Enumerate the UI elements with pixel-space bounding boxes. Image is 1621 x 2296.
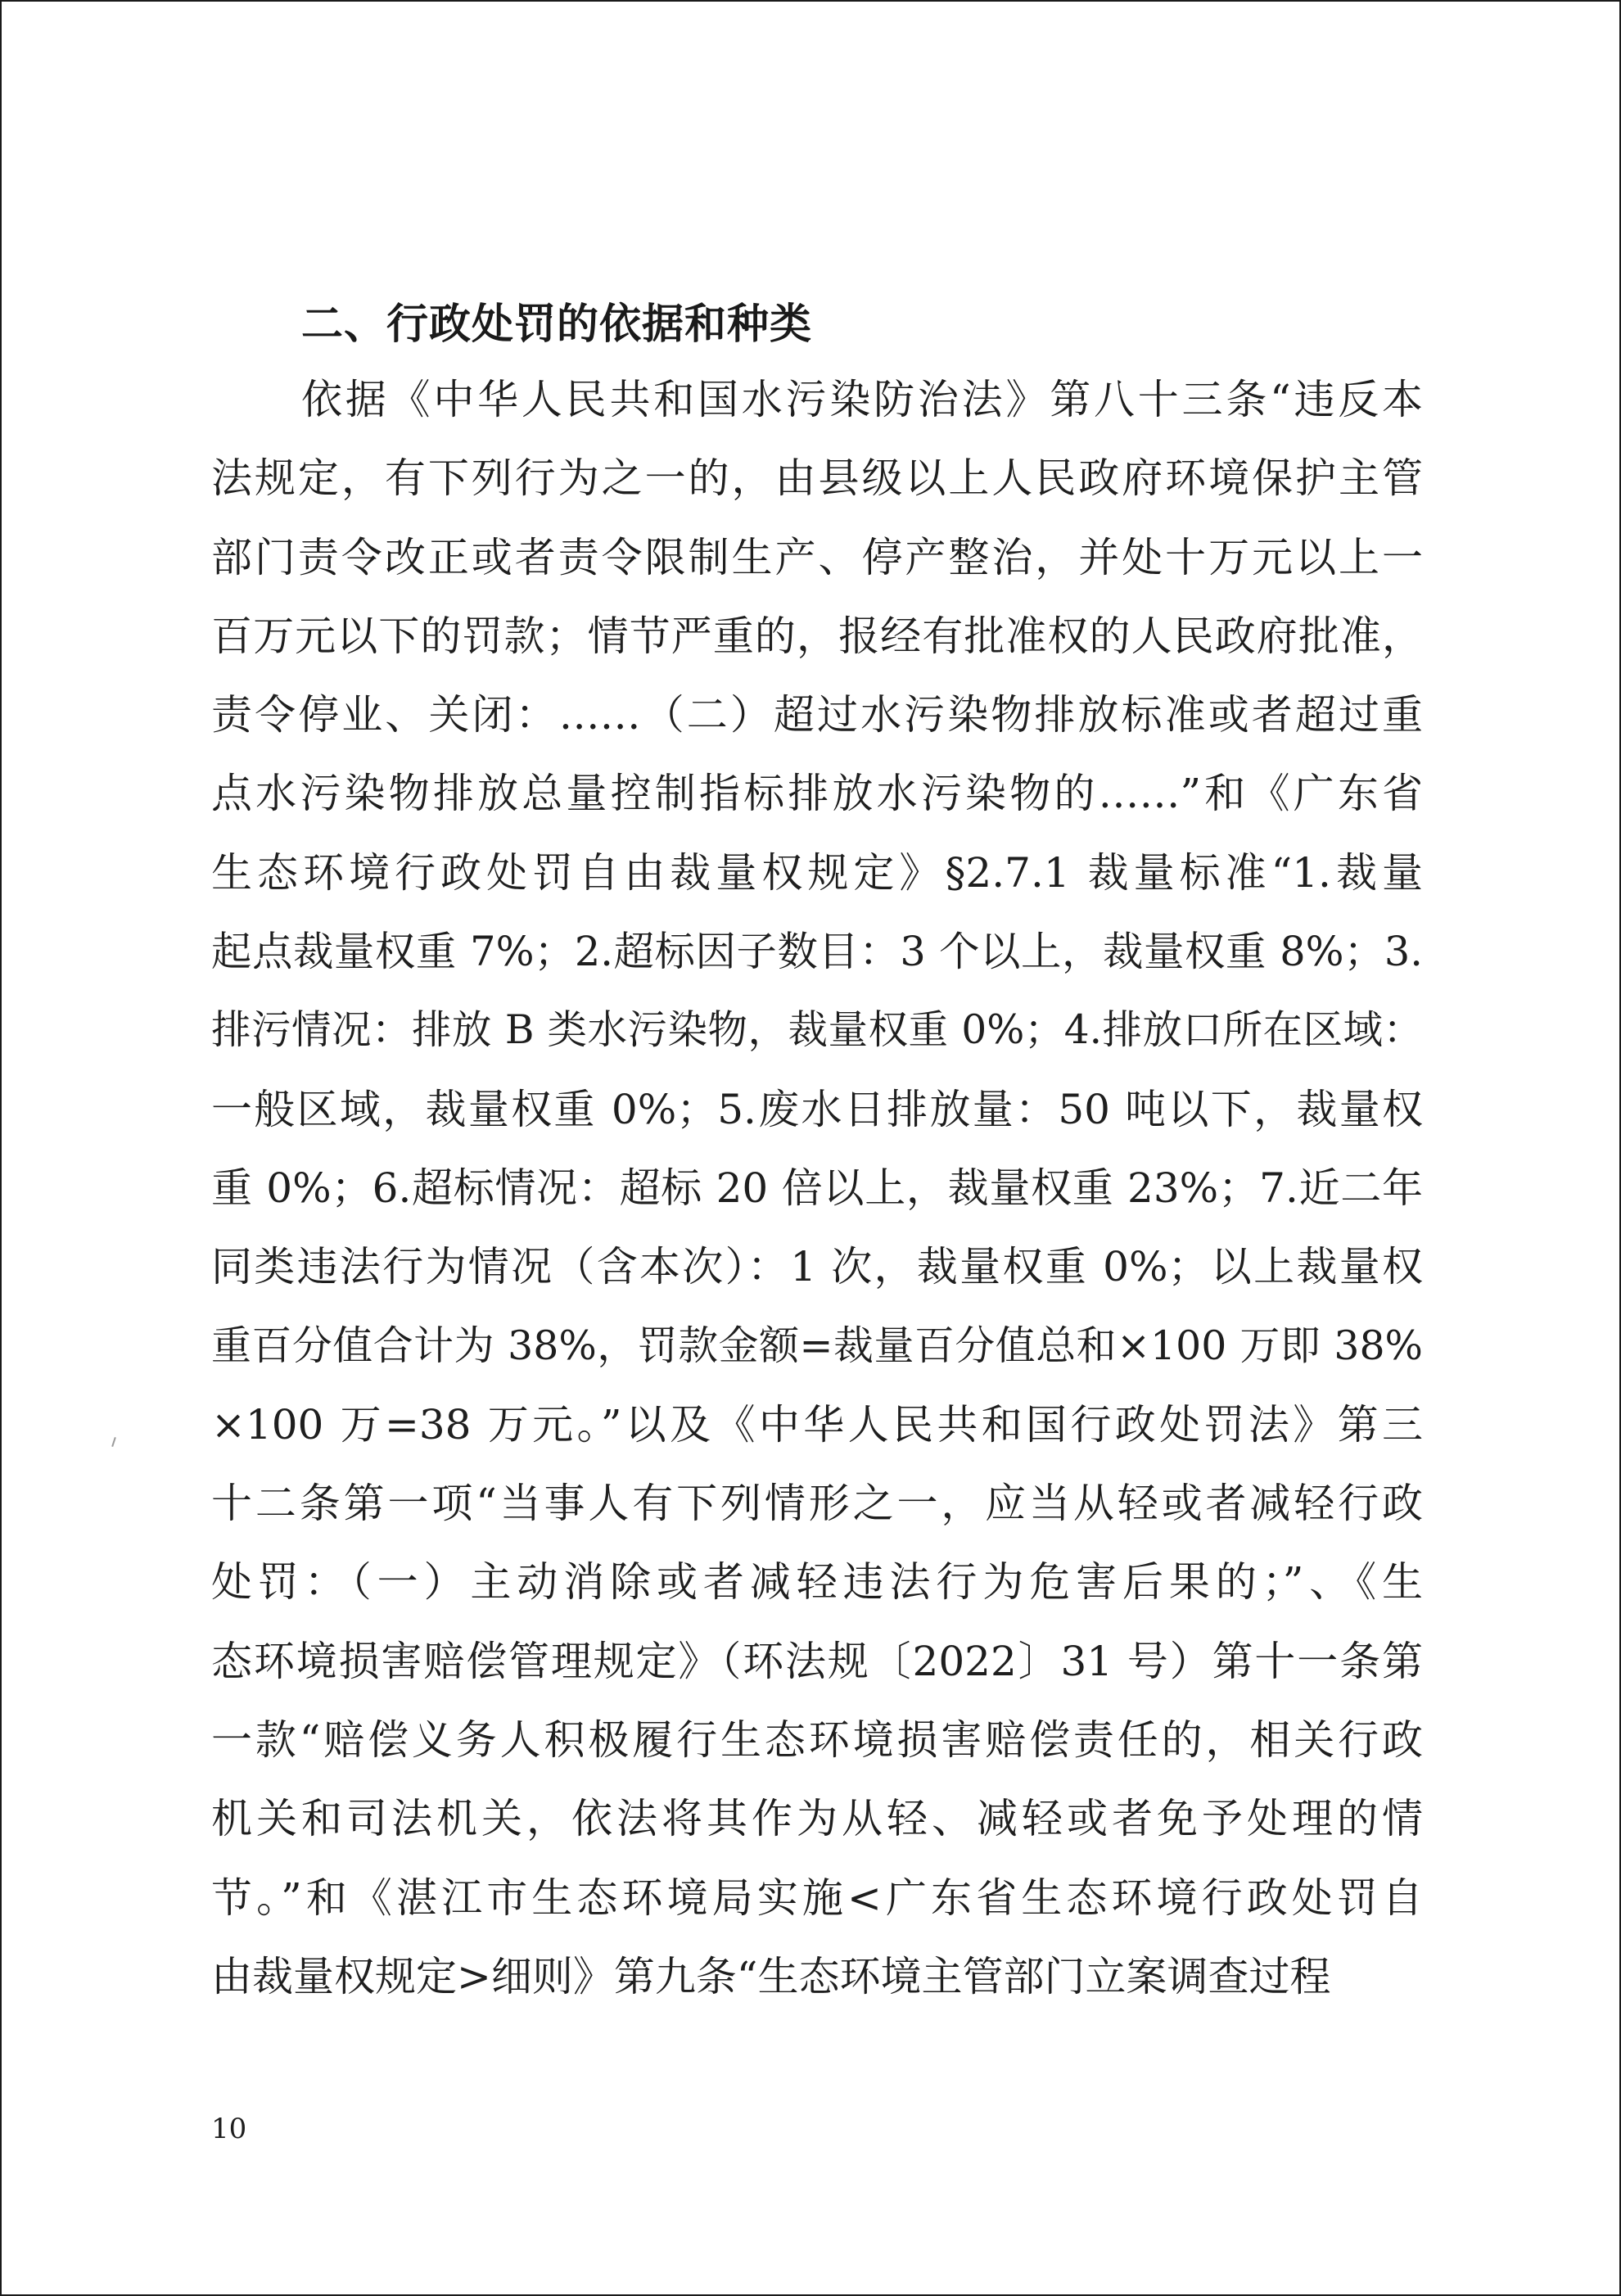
text-line: 节。”和《湛江市生态环境局实施<广东省生态环境行政处罚自 (211, 1873, 1423, 1922)
text-line: 起点裁量权重 7%；2.超标因子数目：3 个以上，裁量权重 8%；3. (211, 928, 1423, 976)
text-line: 排污情况：排放 B 类水污染物，裁量权重 0%；4.排放口所在区域： (211, 1007, 1423, 1054)
text-line: ×100 万=38 万元。”以及《中华人民共和国行政处罚法》第三 (211, 1400, 1423, 1449)
text-line: 一般区域，裁量权重 0%；5.废水日排放量：50 吨以下，裁量权 (211, 1085, 1423, 1133)
text-line: 态环境损害赔偿管理规定》（环法规〔2022〕31 号）第十一条第 (211, 1637, 1423, 1685)
text-line: 处罚：（一）主动消除或者减轻违法行为危害后果的；”、《生 (211, 1558, 1423, 1607)
page-number: 10 (211, 2113, 247, 2145)
text-line: 由裁量权规定>细则》第九条“生态环境主管部门立案调查过程 (211, 1952, 1331, 2000)
text-line: 同类违法行为情况（含本次）：1 次，裁量权重 0%；以上裁量权 (211, 1243, 1423, 1291)
text-line: 法规定，有下列行为之一的，由县级以上人民政府环境保护主管 (211, 454, 1423, 503)
text-line: 责令停业、关闭：……（二）超过水污染物排放标准或者超过重 (211, 691, 1423, 739)
text-line: 十二条第一项“当事人有下列情形之一，应当从轻或者减轻行政 (211, 1480, 1423, 1528)
body-paragraph (211, 360, 1423, 2016)
text-line: 生态环境行政处罚自由裁量权规定》§2.7.1 裁量标准“1.裁量 (211, 848, 1423, 897)
scan-speck (111, 1437, 116, 1447)
text-line: 一款“赔偿义务人积极履行生态环境损害赔偿责任的，相关行政 (211, 1716, 1423, 1765)
text-line: 机关和司法机关，依法将其作为从轻、减轻或者免予处理的情 (211, 1795, 1423, 1843)
text-line: 重百分值合计为 38%，罚款金额=裁量百分值总和×100 万即 38% (211, 1322, 1423, 1369)
text-line: 点水污染物排放总量控制指标排放水污染物的……”和《广东省 (211, 770, 1423, 818)
section-heading: 二、行政处罚的依据和种类 (301, 301, 813, 349)
text-line: 依据《中华人民共和国水污染防治法》第八十三条“违反本 (301, 376, 1423, 423)
text-line: 部门责令改正或者责令限制生产、停产整治，并处十万元以上一 (211, 533, 1423, 581)
text-line: 重 0%；6.超标情况：超标 20 倍以上，裁量权重 23%；7.近二年 (211, 1164, 1423, 1212)
text-line: 百万元以下的罚款；情节严重的，报经有批准权的人民政府批准， (211, 612, 1423, 660)
